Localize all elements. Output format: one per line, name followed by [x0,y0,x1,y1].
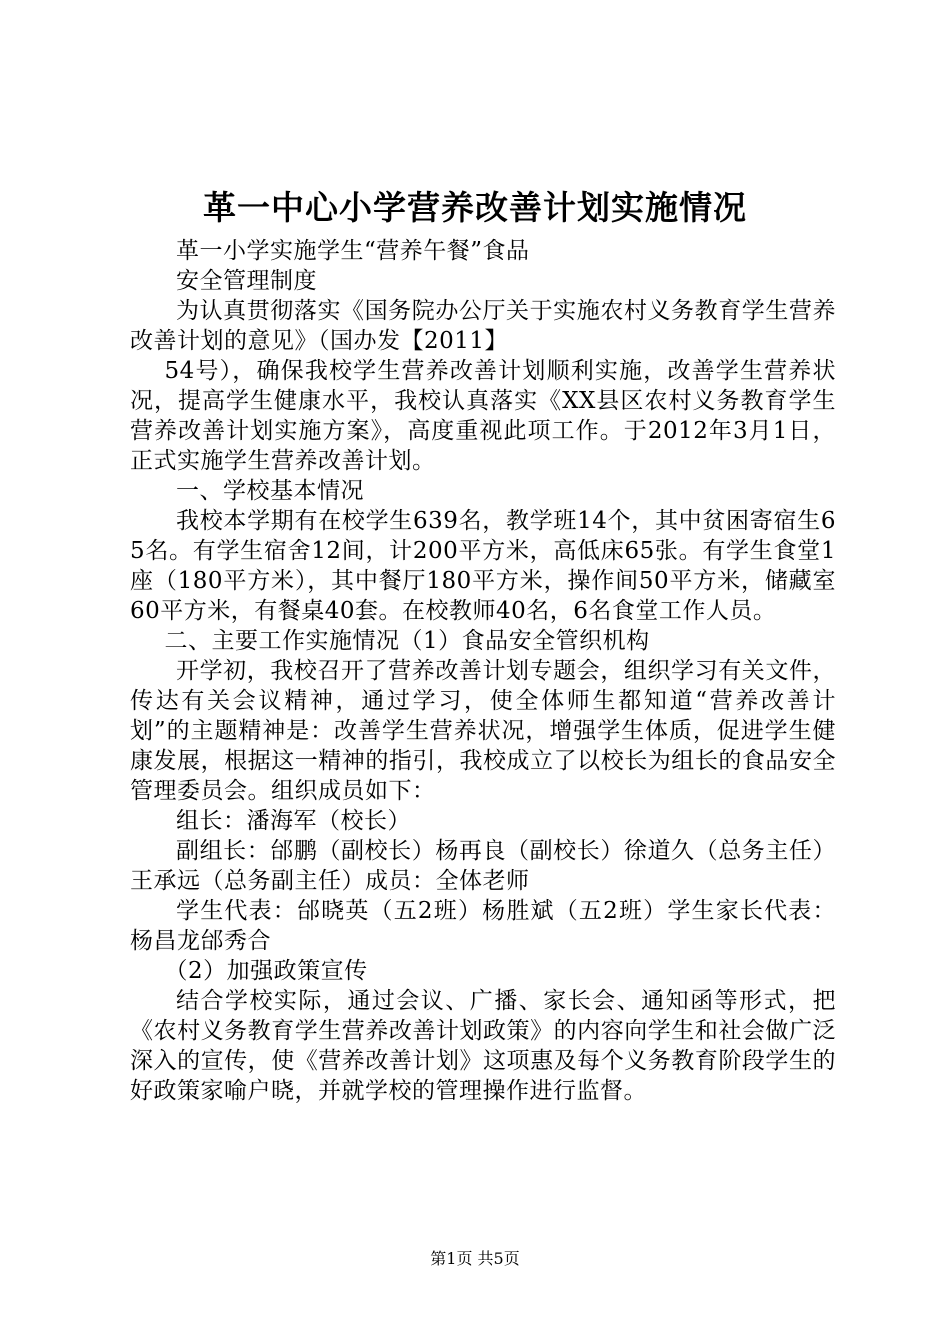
section-heading-policy: （2）加强政策宣传 [164,958,368,984]
paragraph-group-leader: 组长：潘海军（校长） [176,808,411,834]
section-heading-implementation: 二、主要工作实施情况（1）食品安全管织机构 [164,628,650,654]
section-heading-basic-info: 一、学校基本情况 [176,478,364,504]
paragraph-intro-continued: 54号），确保我校学生营养改善计划顺利实施，改善学生营养状况，提高学生健康水平，我校认真落实《XX县区农村义务教育学生营养改善计划实施方案》，高度重视此项工作。于2012年3月1日，正式实施学生营养改善计划。 [130,358,836,474]
page-number-footer: 第1页 共5页 [430,1249,520,1268]
paragraph-policy: 结合学校实际，通过会议、广播、家长会、通知函等形式，把《农村义务教育学生营养改善计划政策》的内容向学生和社会做广泛深入的宣传，使《营养改善计划》这项惠及每个义务教育阶段学生的好政策家喻户晓，并就学校的管理操作进行监督。 [130,988,836,1104]
paragraph-basic-info: 我校本学期有在校学生639名，教学班14个，其中贫困寄宿生65名。有学生宿舍12间，计200平方米，高低床65张。有学生食堂1座（180平方米），其中餐厅180平方米，操作间50平方米，储藏室60平方米，有餐桌40套。在校教师40名，6名食堂工作人员。 [130,508,836,624]
paragraph-deputy-leaders: 副组长：邰鹏（副校长）杨再良（副校长）徐道久（总务主任）王承远（总务副主任）成员：全体老师 [130,838,836,894]
paragraph-subtitle-line2: 安全管理制度 [176,268,317,294]
paragraph-subtitle-line1: 革一小学实施学生“营养午餐”食品 [176,238,530,264]
paragraph-organization: 开学初，我校召开了营养改善计划专题会，组织学习有关文件，传达有关会议精神，通过学习，使全体师生都知道“营养改善计划”的主题精神是：改善学生营养状况，增强学生体质，促进学生健康发展，根据这一精神的指引，我校成立了以校长为组长的食品安全管理委员会。组织成员如下： [130,658,836,804]
document-title: 革一中心小学营养改善计划实施情况 [203,188,747,227]
paragraph-representatives: 学生代表：邰晓英（五2班）杨胜斌（五2班）学生家长代表：杨昌龙邰秀合 [130,898,836,954]
paragraph-intro: 为认真贯彻落实《国务院办公厅关于实施农村义务教育学生营养改善计划的意见》（国办发【2011】 [130,298,836,354]
document-body [130,236,836,1106]
